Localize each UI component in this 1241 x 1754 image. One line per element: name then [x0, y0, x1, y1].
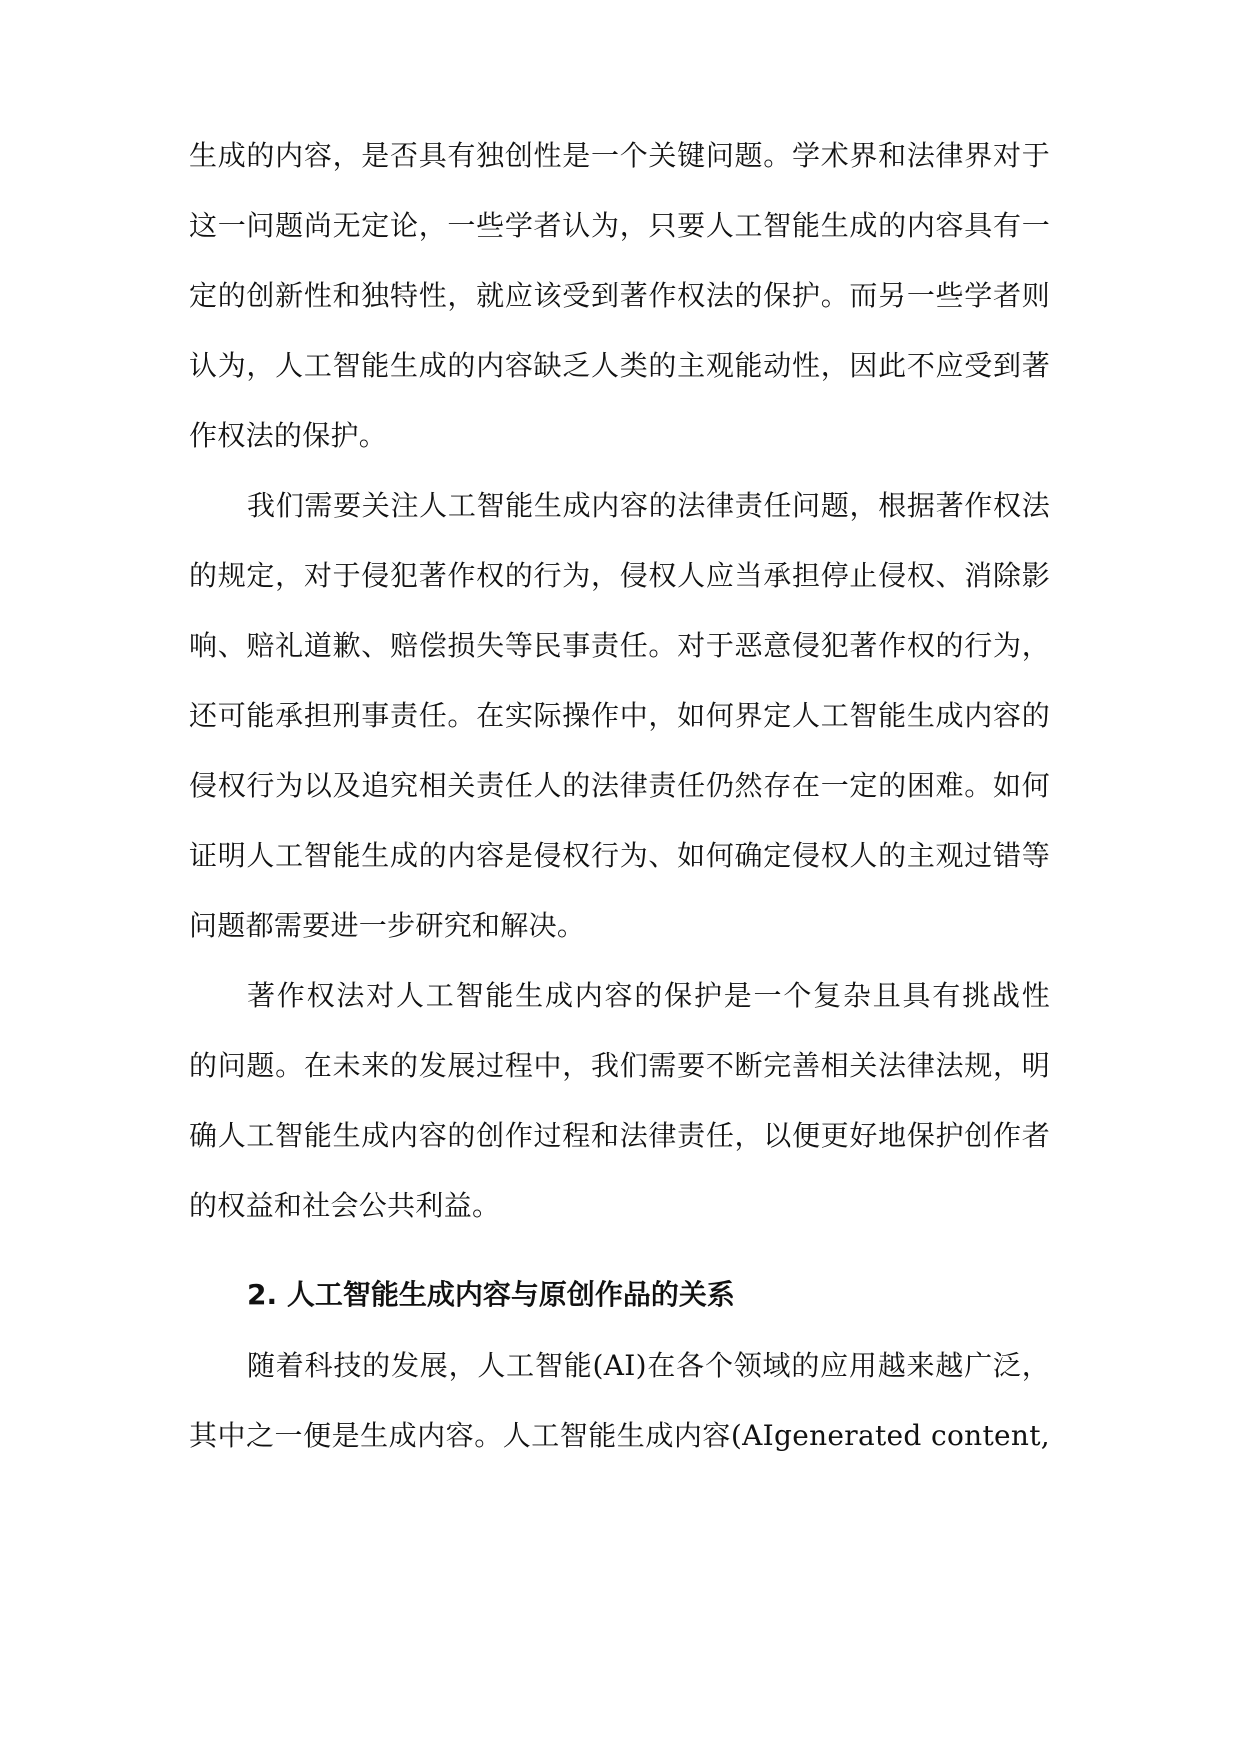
paragraph-3-line-1: 著作权法对人工智能生成内容的保护是一个复杂且具有挑战性 — [247, 979, 1050, 1012]
paragraph-3-line-3: 确人工智能生成内容的创作过程和法律责任，以便更好地保护创作者 — [189, 1119, 1050, 1152]
paragraph-2-line-1: 我们需要关注人工智能生成内容的法律责任问题，根据著作权法 — [247, 489, 1050, 522]
paragraph-2-line-4: 还可能承担刑事责任。在实际操作中，如何界定人工智能生成内容的 — [189, 699, 1050, 732]
section-paragraph-line-1: 随着科技的发展，人工智能(AI)在各个领域的应用越来越广泛， — [247, 1349, 1050, 1382]
paragraph-1-line-3: 定的创新性和独特性，就应该受到著作权法的保护。而另一些学者则 — [189, 279, 1050, 312]
paragraph-1-line-1: 生成的内容，是否具有独创性是一个关键问题。学术界和法律界对于 — [189, 139, 1050, 172]
paragraph-2-line-6: 证明人工智能生成的内容是侵权行为、如何确定侵权人的主观过错等 — [189, 839, 1050, 872]
paragraph-1-line-4: 认为，人工智能生成的内容缺乏人类的主观能动性，因此不应受到著 — [189, 349, 1050, 382]
paragraph-3-line-2: 的问题。在未来的发展过程中，我们需要不断完善相关法律法规，明 — [189, 1049, 1050, 1082]
paragraph-2-line-3: 响、赔礼道歉、赔偿损失等民事责任。对于恶意侵犯著作权的行为， — [189, 629, 1050, 662]
paragraph-1-line-5: 作权法的保护。 — [189, 419, 388, 452]
paragraph-2-line-2: 的规定，对于侵犯著作权的行为，侵权人应当承担停止侵权、消除影 — [189, 559, 1050, 592]
paragraph-2-line-7: 问题都需要进一步研究和解决。 — [189, 909, 586, 942]
paragraph-1-line-2: 这一问题尚无定论，一些学者认为，只要人工智能生成的内容具有一 — [189, 209, 1050, 242]
paragraph-2-line-5: 侵权行为以及追究相关责任人的法律责任仍然存在一定的困难。如何 — [189, 769, 1050, 802]
paragraph-3-line-4: 的权益和社会公共利益。 — [189, 1189, 501, 1222]
section-paragraph-line-2: 其中之一便是生成内容。人工智能生成内容(AIgenerated content, — [189, 1419, 1050, 1452]
section-heading: 2. 人工智能生成内容与原创作品的关系 — [247, 1278, 735, 1311]
